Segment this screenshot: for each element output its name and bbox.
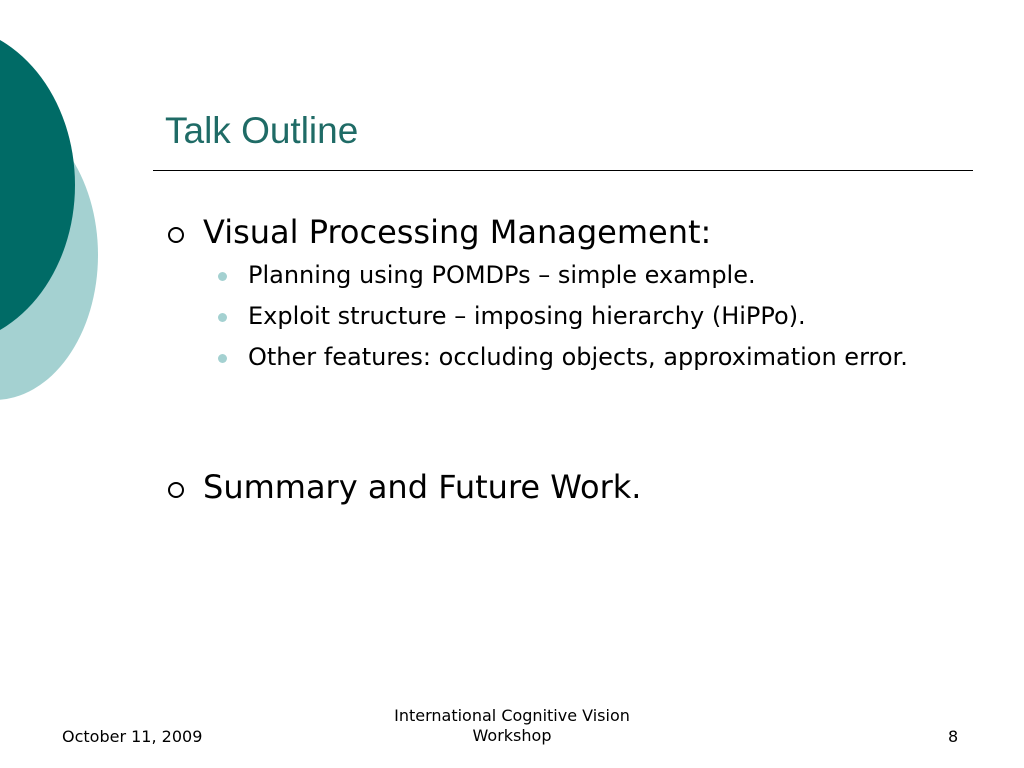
bullet-item xyxy=(203,468,641,506)
bullet-item xyxy=(203,213,711,251)
sub-bullet-item xyxy=(248,299,968,334)
footer-event xyxy=(362,706,662,746)
dot-bullet-icon xyxy=(218,313,227,322)
title-divider xyxy=(153,170,973,171)
footer-event-line: International Cognitive Vision xyxy=(394,706,630,725)
sub-bullet-text: Planning using POMDPs – simple example. xyxy=(248,261,756,289)
hollow-circle-bullet-icon xyxy=(168,227,184,243)
sub-bullet-item xyxy=(248,340,968,375)
footer-event-line: Workshop xyxy=(472,726,552,745)
footer-date: October 11, 2009 xyxy=(62,727,203,746)
bullet-text: Summary and Future Work. xyxy=(203,468,642,506)
dot-bullet-icon xyxy=(218,272,227,281)
slide-title: Talk Outline xyxy=(165,110,359,151)
bullet-text: Visual Processing Management: xyxy=(203,213,712,251)
hollow-circle-bullet-icon xyxy=(168,482,184,498)
sub-bullet-text: Other features: occluding objects, approximation error. xyxy=(248,343,908,371)
sub-bullet-text: Exploit structure – imposing hierarchy (HiPPo). xyxy=(248,302,806,330)
dot-bullet-icon xyxy=(218,354,227,363)
page-number: 8 xyxy=(948,727,959,746)
sub-bullet-item xyxy=(248,258,968,293)
